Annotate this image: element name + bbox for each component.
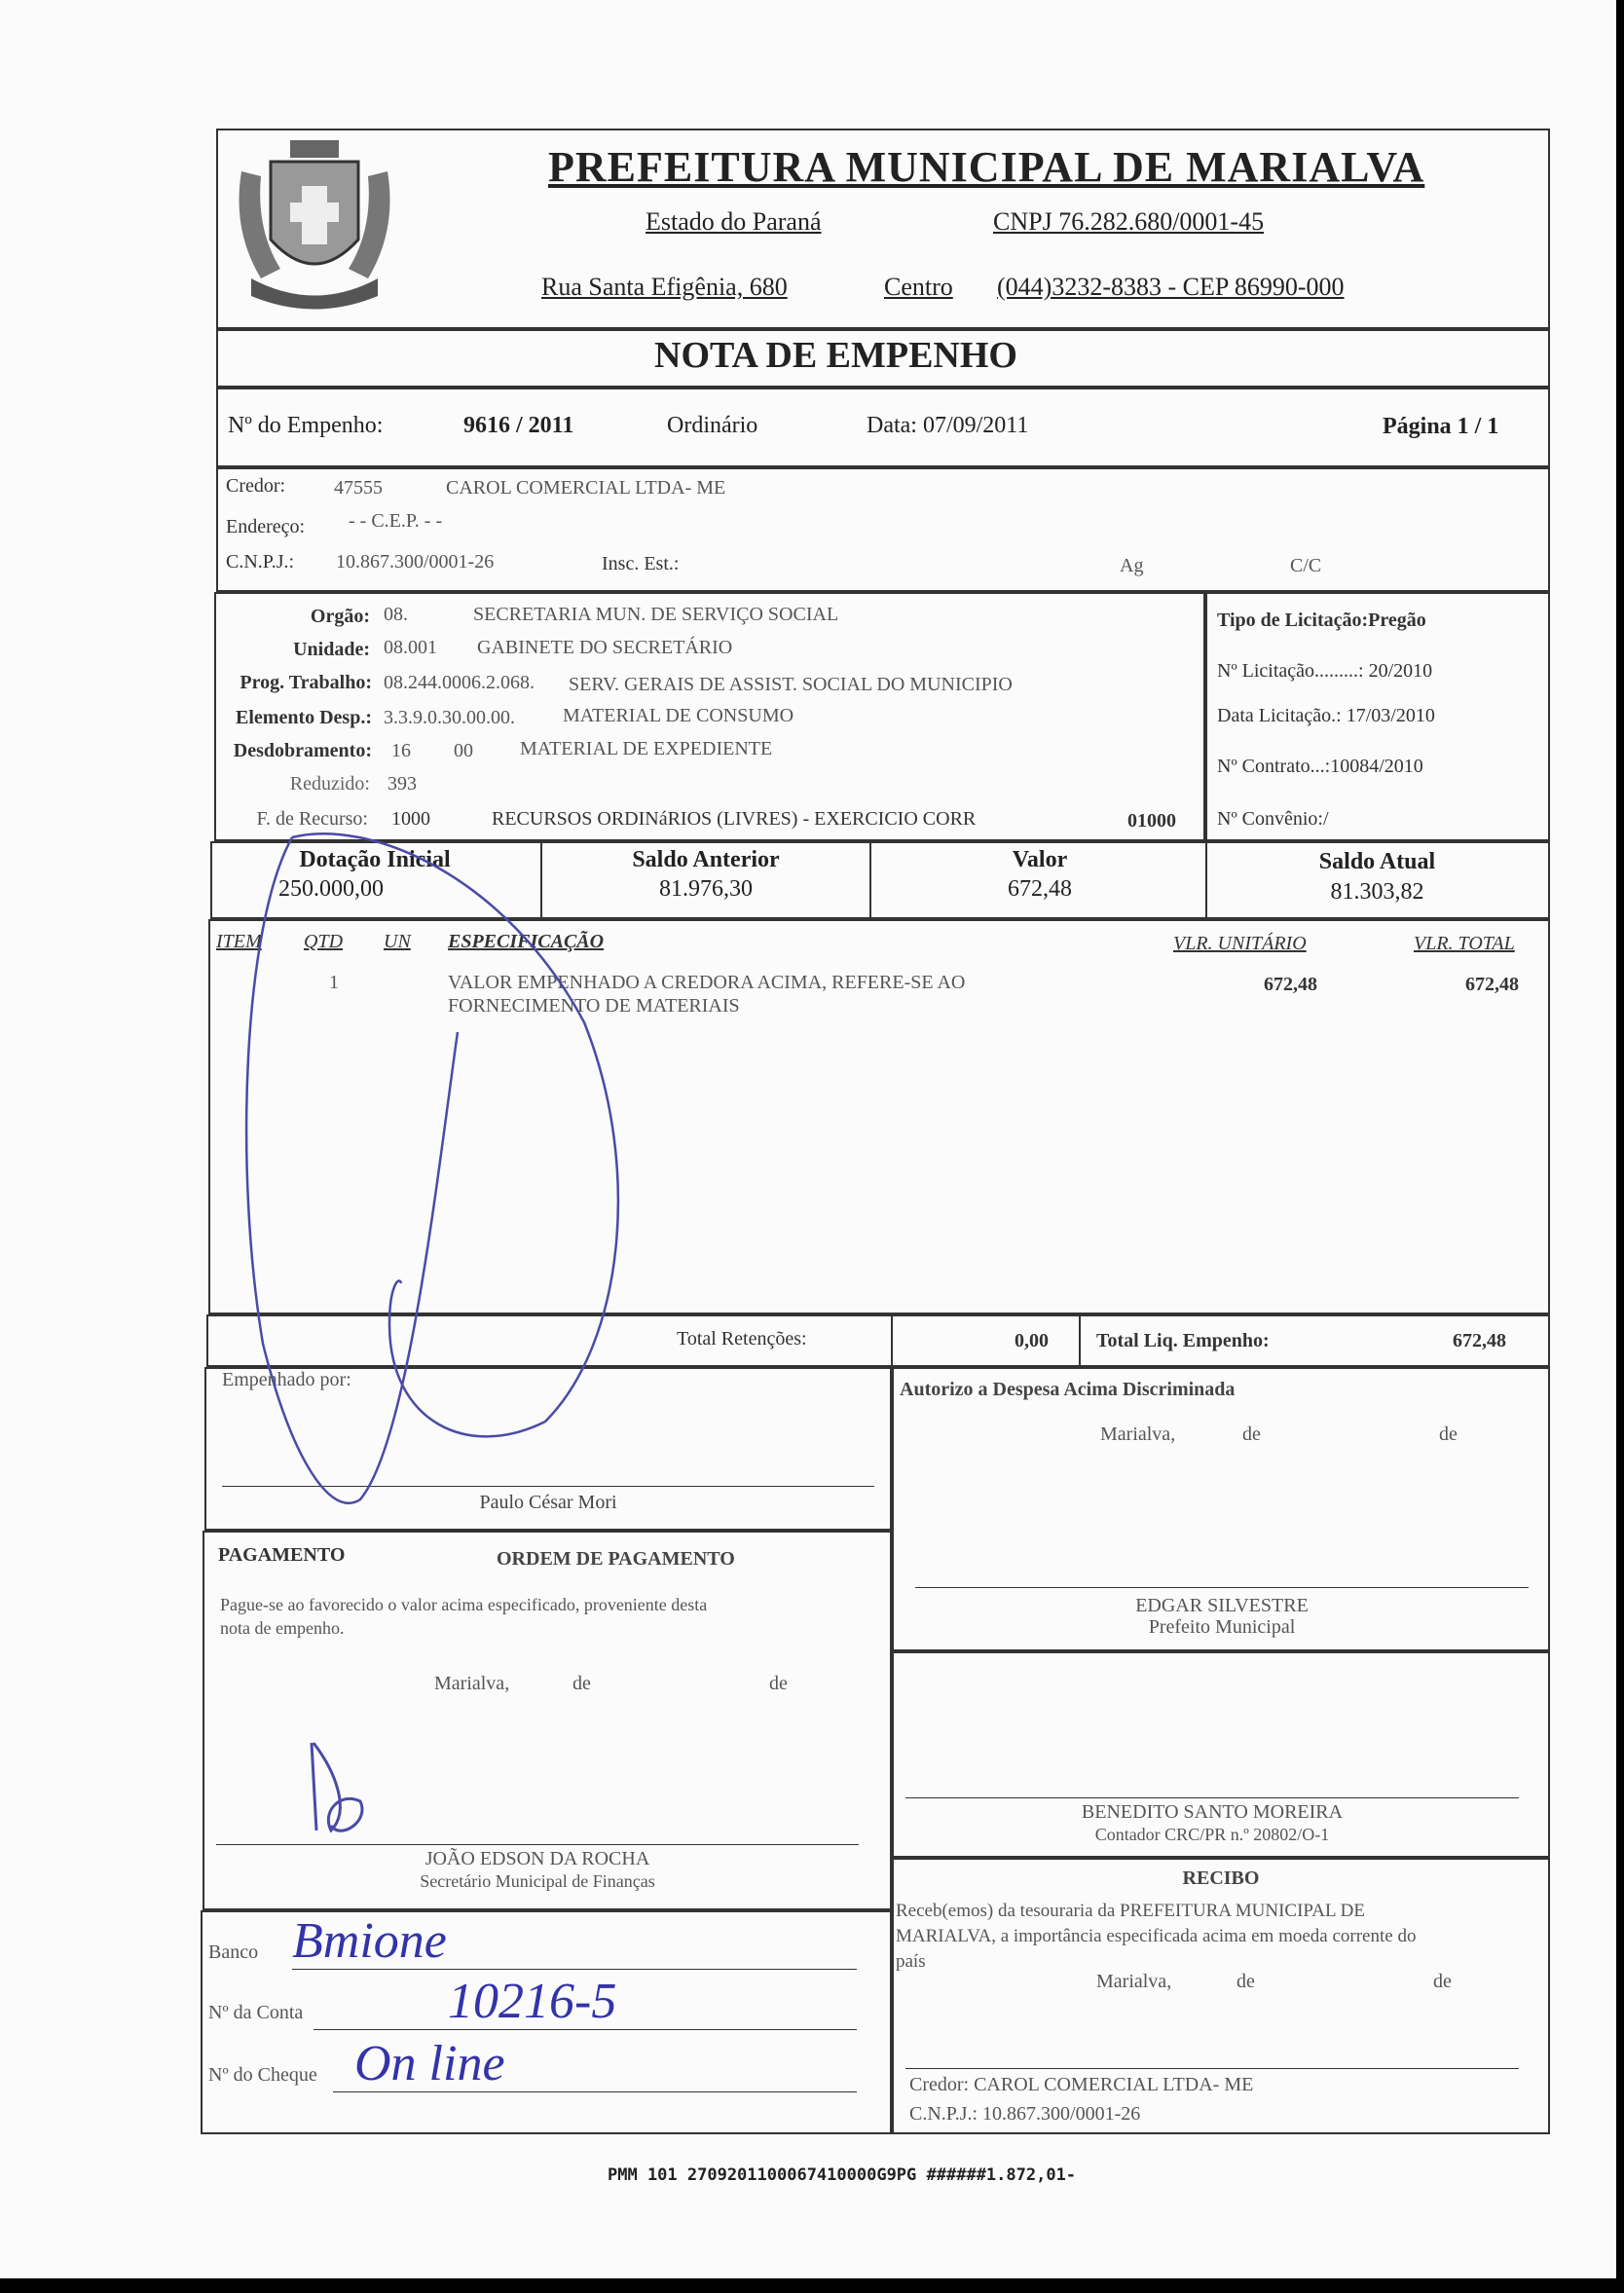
licitacao-contrato: Nº Contrato...:10084/2010 [1217,756,1423,777]
orgao-label: Orgão: [310,606,370,627]
recibo-label: RECIBO [1182,1868,1260,1889]
unidade-desc: GABINETE DO SECRETÁRIO [477,637,733,658]
credor-cnpj-label: C.N.P.J.: [226,551,295,573]
header-cnpj: CNPJ 76.282.680/0001-45 [993,207,1265,236]
empenho-label: Nº do Empenho: [228,413,384,438]
saldo-anterior-value: 81.976,30 [659,876,753,902]
retencoes-label: Total Retenções: [677,1328,807,1350]
recibo-de-2: de [1433,1971,1452,1992]
dotacao-inicial-label: Dotação Inicial [299,847,451,872]
desdobramento-label: Desdobramento: [233,740,372,761]
credor-label: Credor: [226,475,286,497]
desdobramento-desc: MATERIAL DE EXPEDIENTE [520,738,773,759]
empenho-date: Data: 07/09/2011 [867,413,1029,438]
elemento-desc: MATERIAL DE CONSUMO [563,705,794,726]
item-qtd: 1 [329,972,339,993]
unidade-value: 08.001 [384,637,437,658]
recibo-de-1: de [1236,1971,1255,1992]
col-item: ITEM [216,931,262,952]
header-district: Centro [884,273,953,301]
recurso-code: 01000 [1127,810,1176,832]
licitacao-convenio: Nº Convênio:/ [1217,808,1329,830]
valor-label: Valor [1012,847,1068,872]
empenho-number: 9616 / 2011 [463,413,574,438]
reduzido-label: Reduzido: [289,773,370,795]
cc-label: C/C [1290,555,1322,576]
conta-label: Nº da Conta [208,2002,304,2023]
item-spec-line2: FORNECIMENTO DE MATERIAIS [448,995,740,1017]
cheque-value: On line [354,2036,505,2091]
autorizo-name: EDGAR SILVESTRE [1135,1595,1309,1616]
header-state: Estado do Paraná [646,207,822,236]
autorizo-role: Prefeito Municipal [1148,1616,1296,1638]
dotacao-inicial-value: 250.000,00 [278,876,384,902]
licitacao-data: Data Licitação.: 17/03/2010 [1217,705,1435,726]
unidade-label: Unidade: [293,639,370,660]
pagamento-text-2: nota de empenho. [220,1618,345,1638]
orgao-desc: SECRETARIA MUN. DE SERVIÇO SOCIAL [473,604,839,625]
liq-value: 672,48 [1453,1330,1506,1351]
insc-label: Insc. Est.: [602,553,680,574]
pagamento-label: PAGAMENTO [218,1544,346,1566]
pagamento-name: JOÃO EDSON DA ROCHA [424,1848,650,1869]
pagamento-role: Secretário Municipal de Finanças [420,1871,655,1891]
retencoes-value: 0,00 [1015,1330,1049,1351]
recibo-credor: Credor: CAROL COMERCIAL LTDA- ME [909,2074,1254,2095]
empenhado-label: Empenhado por: [222,1369,351,1390]
contador-name: BENEDITO SANTO MOREIRA [1081,1801,1344,1823]
autorizo-de-2: de [1439,1424,1458,1445]
pagamento-de-2: de [769,1673,788,1694]
liq-label: Total Liq. Empenho: [1096,1330,1270,1351]
recurso-value: 1000 [391,808,430,830]
contador-role: Contador CRC/PR n.º 20802/O-1 [1094,1825,1330,1844]
autorizo-label: Autorizo a Despesa Acima Discriminada [900,1379,1236,1400]
elemento-value: 3.3.9.0.30.00.00. [384,707,515,728]
empenhado-name: Paulo César Mori [479,1492,617,1513]
address-label: Endereço: [226,516,306,537]
prog-label: Prog. Trabalho: [240,672,372,693]
recibo-cnpj: C.N.P.J.: 10.867.300/0001-26 [909,2103,1141,2125]
reduzido-value: 393 [388,773,417,795]
col-unit: VLR. UNITÁRIO [1173,933,1307,954]
recurso-label: F. de Recurso: [256,808,368,830]
conta-value: 10216-5 [448,1974,617,2029]
pagamento-city: Marialva, [434,1673,510,1694]
autorizo-city: Marialva, [1100,1424,1176,1445]
header-title: PREFEITURA MUNICIPAL DE MARIALVA [548,143,1425,191]
pagamento-ordem: ORDEM DE PAGAMENTO [497,1548,735,1570]
banco-value: Bmione [292,1913,447,1969]
credor-name: CAROL COMERCIAL LTDA- ME [446,477,726,499]
desdobramento-a: 16 [391,740,411,761]
pagamento-de-1: de [572,1673,591,1694]
ag-label: Ag [1120,555,1144,576]
header-street: Rua Santa Efigênia, 680 [541,273,788,301]
empenho-page: Página 1 / 1 [1383,414,1499,439]
prog-value: 08.244.0006.2.068. [384,672,535,693]
col-espec: ESPECIFICAÇÃO [448,931,605,952]
orgao-value: 08. [384,604,408,625]
header-phone-cep: (044)3232-8383 - CEP 86990-000 [997,273,1345,301]
saldo-atual-value: 81.303,82 [1330,879,1424,905]
prog-desc: SERV. GERAIS DE ASSIST. SOCIAL DO MUNICIPIO [569,674,1013,695]
licitacao-tipo: Tipo de Licitação:Pregão [1217,610,1426,631]
empenho-type: Ordinário [667,413,758,438]
doc-title: NOTA DE EMPENHO [654,335,1017,376]
footer-code: PMM 101 2709201100067410000G9PG ######1.872,01- [608,2165,1077,2185]
credor-code: 47555 [334,477,383,499]
credor-cnpj: 10.867.300/0001-26 [336,551,495,573]
recibo-text-2: MARIALVA, a importância especificada acima em moeda corrente do [896,1926,1417,1946]
address-value: - - C.E.P. - - [349,510,443,532]
saldo-anterior-label: Saldo Anterior [632,847,780,872]
col-qtd: QTD [304,931,344,952]
autorizo-de-1: de [1242,1424,1261,1445]
desdobramento-b: 00 [454,740,473,761]
banco-label: Banco [208,1942,259,1963]
col-un: UN [384,931,411,952]
item-total: 672,48 [1465,974,1519,995]
saldo-atual-label: Saldo Atual [1318,849,1436,874]
col-total: VLR. TOTAL [1414,933,1515,954]
cheque-label: Nº do Cheque [208,2064,317,2086]
recurso-desc: RECURSOS ORDINáRIOS (LIVRES) - EXERCICIO CORR [492,808,977,830]
item-unit: 672,48 [1264,974,1317,995]
licitacao-numero: Nº Licitação.........: 20/2010 [1217,660,1433,682]
item-spec-line1: VALOR EMPENHADO A CREDORA ACIMA, REFERE-SE AO [448,972,966,993]
elemento-label: Elemento Desp.: [236,707,372,728]
recibo-text-1: Receb(emos) da tesouraria da PREFEITURA MUNICIPAL DE [896,1901,1365,1921]
pagamento-text-1: Pague-se ao favorecido o valor acima especificado, proveniente desta [220,1595,708,1614]
recibo-city: Marialva, [1096,1971,1172,1992]
recibo-text-3: país [896,1951,926,1972]
valor-value: 672,48 [1008,876,1072,902]
